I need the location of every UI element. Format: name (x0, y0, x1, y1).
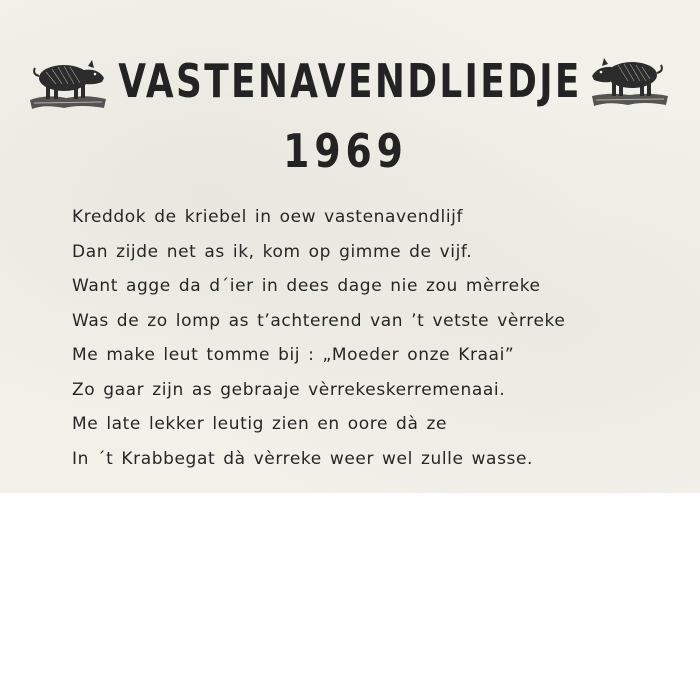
song-lyrics (72, 200, 565, 476)
lyric-line: Me make leut tomme bij : „Moeder onze Kraai” (72, 345, 515, 365)
lyric-line: Want agge da d´ier in dees dage nie zou mèrreke (72, 276, 541, 296)
lyric-line: Zo gaar zijn as gebraaje vèrrekeskerremenaai. (72, 379, 506, 400)
lyric-line: Dan zijde net as ik, kom op gimme de vijf. (72, 241, 473, 262)
lyric-line: Kreddok de kriebel in oew vastenavendlijf (72, 207, 464, 227)
lyric-line: Me late lekker leutig zien en oore dà ze (72, 414, 448, 434)
song-year: 1969 (283, 124, 408, 178)
lyric-line: Was de zo lomp as t’achterend van ’t vetste vèrreke (72, 310, 566, 331)
song-title: VASTENAVENDLIEDJE (118, 54, 582, 108)
lyric-line: In ´t Krabbegat dà vèrreke weer wel zulle wasse. (72, 448, 534, 469)
